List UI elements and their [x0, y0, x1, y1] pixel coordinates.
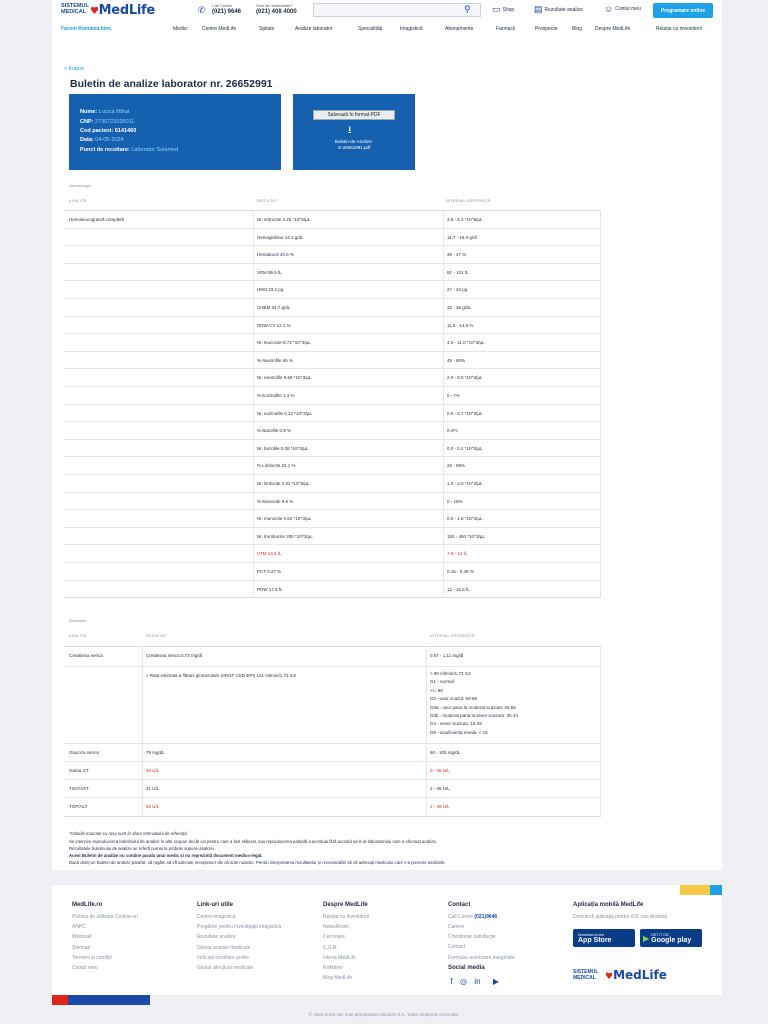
footer-link[interactable]: Sitemap [72, 944, 91, 951]
results-icon: ▤ [534, 4, 543, 14]
tagline: Facem România bine. [61, 26, 113, 32]
bio-result-cell: 50 U/L [146, 804, 160, 809]
footer-link[interactable]: Istoria MedLife [323, 954, 356, 961]
patient-point-value: Laborator Solamed [131, 147, 179, 153]
bio-result-cell: » Rata estimata a filtrarii glomerulare (eRGF CKD-EPI) 101 ml/min/1.73 m2 [146, 673, 297, 678]
hema-range-cell: 35 - 47 % [447, 252, 467, 258]
patient-point-label: Punct de recoltare: [80, 147, 130, 153]
hematology-section-label: Hematologie [69, 183, 92, 188]
footer-link[interactable]: Pregătire pentru investigații imagistică [197, 924, 282, 931]
table-row-divider [64, 544, 601, 545]
footer-social-title: Social media [448, 965, 485, 971]
bio-result-cell: 31 U/L [146, 786, 160, 791]
table-row-divider [64, 797, 601, 798]
table-column-divider [443, 210, 444, 597]
footer-link[interactable]: RoMâine [323, 965, 344, 971]
hema-result-cell: Nr. trombocite 200 *10^3/µL [257, 533, 313, 539]
footer-link[interactable]: Indicații recoltare probe [197, 954, 249, 961]
table-column-divider [600, 646, 601, 816]
results-link[interactable] [534, 4, 583, 15]
hema-range-cell: 0.16 - 0.48 % [447, 569, 474, 574]
table-row-divider [64, 368, 601, 369]
table-row-divider [64, 333, 601, 334]
note-no-signature: Acest Buletin de analize nu conține parafa unui medic și nu reprezintă document medico-legal. [69, 853, 263, 858]
nav-spitale[interactable]: Spitale [259, 26, 275, 32]
bio-range-line: > 90 ml/min/1.73 m2 [430, 671, 471, 676]
footer-link[interactable]: Contact [448, 944, 466, 951]
footer-stripe-yellow [680, 885, 710, 895]
hema-result-cell: RDW-CV 12.1 % [257, 322, 291, 328]
table-row-divider [64, 761, 601, 762]
table-row-divider [64, 316, 601, 317]
bio-range-cell: 0 - 36 U/L [430, 768, 450, 773]
nav-abonamente[interactable]: Abonamente [445, 26, 474, 32]
pdf-file-link[interactable] [303, 139, 405, 151]
abroad-number[interactable]: (021) 408 4000 [256, 9, 297, 15]
nav-blog[interactable]: Blog [572, 26, 583, 32]
appointment-button[interactable]: Programare online [653, 3, 713, 18]
hema-range-cell: 150 - 450 *10^3/µL [447, 533, 485, 539]
bio-range-cell: 0.57 - 1.11 mg/dl [430, 653, 464, 658]
bio-name-cell: Creatinina serica [69, 653, 103, 658]
table-bottom-border [64, 816, 601, 817]
results-label: Rezultate analize [544, 6, 583, 13]
logo[interactable]: ♥MedLife [90, 3, 155, 18]
table-row-divider [64, 228, 601, 229]
youtube-icon[interactable]: ▶ [492, 977, 500, 986]
footer-link[interactable]: Termeni și condiții [72, 954, 112, 961]
shop-link[interactable] [492, 4, 514, 15]
patient-name-label: Nume: [80, 109, 98, 115]
patient-date-label: Data: [80, 137, 94, 143]
hema-range-cell: 2.0 - 8.0 *10^3/µL [447, 375, 483, 381]
googleplay-icon: ▶ [643, 933, 650, 943]
patient-cnp-label: CNP: [80, 119, 94, 125]
googleplay-label: Google play [651, 937, 692, 944]
footer-link[interactable]: Chestionar satisfacție [448, 934, 496, 941]
hema-col-rezultat: REZULTAT [257, 199, 278, 203]
hema-result-cell: CHEM 34.7 g/dL [257, 305, 291, 310]
bio-col-rezultat: REZULTAT [146, 634, 167, 638]
nav-analize[interactable]: Analize laborator [295, 26, 333, 32]
hema-range-cell: 0-2% [447, 428, 458, 434]
bio-result-cell: Creatinina serica 0.73 mg/dl [146, 653, 203, 658]
pdf-file-line2: nr.26652991.pdf [337, 145, 371, 150]
table-column-divider [253, 210, 254, 597]
hema-range-cell: 0 - 15% [447, 498, 463, 504]
bio-result-cell: 79 mg/dL [146, 750, 165, 755]
heart-icon: ♥ [90, 6, 99, 17]
hema-result-cell: % Neutrofile 65 % [257, 357, 294, 363]
appstore-button[interactable] [573, 929, 635, 947]
patient-date-row [80, 137, 123, 143]
footer-logo-main: ♥MedLife [605, 968, 667, 982]
bio-result-cell: 40 U/L [146, 768, 160, 773]
footer-app-text: Descarcă aplicația pentru iOS sau Android [573, 914, 667, 920]
hema-result-cell: % Monocite 9.6 % [257, 498, 294, 504]
footer-link[interactable]: Centre imagistică [197, 914, 236, 920]
table-row-divider [64, 666, 601, 667]
hema-result-cell: Nr. eozinofile 0.12 *10^3/µL [257, 410, 312, 416]
hema-result-cell: Hematocrit 40.6 % [257, 252, 295, 258]
table-row-divider [64, 386, 601, 387]
table-row-divider [64, 421, 601, 422]
nav-medici[interactable]: Medici [173, 26, 188, 32]
table-row-divider [64, 245, 601, 246]
save-pdf-button[interactable]: Salvează în format PDF [313, 110, 395, 120]
patient-name-row [80, 109, 129, 115]
table-column-divider [600, 210, 601, 597]
page-title: Buletin de analize laborator nr. 26652991 [70, 78, 273, 90]
hema-result-cell: PCT 0.27 % [257, 569, 282, 574]
account-link[interactable] [604, 4, 641, 14]
hema-range-cell: 32 - 36 g/dL [447, 305, 472, 310]
hema-col-interval: INTERVAL REFERINȚĂ [446, 199, 491, 203]
footer-stripe-navy [68, 995, 150, 1005]
footer-call-center-link[interactable] [448, 914, 497, 920]
shop-icon: ▭ [492, 4, 501, 14]
hema-range-cell: 27 - 34 pg [447, 287, 468, 293]
hema-range-cell: 7.6 - 12 fL [447, 551, 468, 557]
footer-link[interactable]: Formular avertizare integritate [448, 954, 515, 961]
bio-range-line: G4 - sever scazuta: 15-29 [430, 721, 482, 727]
main-nav [52, 22, 722, 37]
hema-result-cell: VEM 95.5 fL [257, 269, 282, 275]
hema-result-cell: Nr. neutrofile 5.68 *10^3/µL [257, 375, 312, 381]
hema-range-cell: 3.8 - 5.3 *10^6/µL [447, 217, 483, 222]
footer-link[interactable]: NewsRoom [323, 924, 349, 931]
bio-range-line: G2 - usor scazut: 60-89 [430, 696, 478, 702]
call-center-number[interactable]: (021) 9646 [212, 9, 242, 15]
footer-link[interactable]: Glosar afecțiuni medicale [197, 965, 254, 971]
footer-call-number: (021)9646 [474, 914, 498, 920]
hema-result-cell: Hemoglobina 14.1 g/dL [257, 234, 304, 240]
googleplay-small: GET IT ON [651, 933, 669, 937]
bio-col-interval: INTERVAL REFERINȚĂ [430, 634, 475, 638]
hema-range-cell: 20 - 55% [447, 463, 466, 469]
bio-name-cell: Glucoza serica [69, 750, 99, 755]
footer-link[interactable]: ANPC [72, 924, 86, 931]
hema-result-cell: Nr. leucocite 8.74 *10^3/µL [257, 340, 311, 346]
footer-link[interactable]: Cariere [448, 924, 465, 930]
footer-link[interactable]: C.S.R. [323, 944, 338, 951]
call-center-label: Call Center [212, 3, 233, 8]
hema-result-cell: VTM 13.5 fL [257, 551, 282, 557]
footer-link[interactable]: Cercetare [323, 934, 345, 941]
note-results: Rezultatele buletinului de analize se referă numai la probele supuse analizei. [69, 846, 215, 851]
logo-small-text[interactable]: SISTEMUL MEDICAL [61, 3, 89, 15]
table-bottom-border [64, 597, 601, 598]
hema-range-cell: 0.0 - 1.6 *10^3/µL [447, 516, 483, 522]
facebook-icon[interactable]: f [450, 977, 453, 986]
patient-code-row [80, 128, 136, 134]
patient-code-value: 6141460 [114, 128, 137, 134]
footer-link[interactable]: Webmail [72, 934, 92, 941]
hema-result-cell: HEM 33.2 pg [257, 287, 284, 293]
hema-analysis-name: Hemoleucogramă completă [69, 217, 125, 222]
bio-range-line: G3a - usor pana la moderat scazuta: 45-59 [430, 704, 516, 710]
table-row-divider [64, 404, 601, 405]
footer-app-title: Aplicația mobilă MedLife [573, 902, 644, 908]
hema-range-cell: 11.7 - 16.0 g/dl [447, 234, 477, 240]
hema-range-cell: 12 - 16.5 fL [447, 586, 470, 592]
hema-range-cell: 11.5 - 14.5 % [447, 322, 474, 328]
table-row-divider [64, 474, 601, 475]
bio-range-line: G5 - insuficienta renala: < 15 [430, 729, 488, 735]
top-header [52, 0, 722, 22]
nav-despre[interactable]: Despre MedLife [595, 26, 631, 32]
nav-farmacii[interactable]: Farmacii [496, 26, 516, 32]
download-icon[interactable]: ⭳ [348, 125, 352, 136]
table-row-divider [64, 280, 601, 281]
note-red-values: *Valorile marcate cu roșu sunt în afara intervalului de referință. [69, 831, 188, 836]
bio-name-cell: TGP/ALT [69, 804, 88, 809]
bio-range-line: >/= 90 [430, 687, 443, 693]
table-row-divider [64, 492, 601, 493]
footer-link[interactable]: Politica de utilizare Cookie-uri [72, 914, 138, 920]
instagram-icon[interactable]: ◎ [460, 977, 467, 986]
footer-about-title: Despre MedLife [323, 902, 368, 908]
back-link[interactable]: < Înapoi [64, 66, 84, 72]
patient-code-label: Cod pacient: [80, 128, 114, 134]
hema-range-cell: 81 - 101 fL [447, 269, 469, 275]
search-input[interactable] [313, 3, 481, 17]
hema-range-cell: 0.0 - 0.7 *10^3/µL [447, 410, 483, 416]
hema-range-cell: 4.0 - 11.0 *10^3/µL [447, 340, 485, 346]
pdf-file-line1: Buletin-de-Analize- [334, 139, 374, 144]
shop-label: Shop [502, 6, 515, 13]
footer-link[interactable]: Relația cu investitorii [323, 914, 369, 920]
table-row-divider [64, 509, 601, 510]
hema-range-cell: 45 - 80% [447, 357, 466, 363]
copyright: © 2024 Acest site este proprietatea MedLife S.A. Toate drepturile rezervate. [308, 1012, 460, 1017]
table-row-divider [64, 298, 601, 299]
hema-range-cell: 1.0 - 4.0 *10^3/µL [447, 481, 483, 486]
hema-result-cell: Nr. limfocite 2.02 *10^3/µL [257, 481, 310, 486]
table-row-divider [64, 779, 601, 780]
note-reproduction: Se interzice reproducerea buletinului de analize în alte scopuri decât cel pentru care a fost eliberat, sau reproducerea parțială a acestuia fără acordul scris al laboratorului care a efectuat analiza. [69, 839, 437, 844]
table-row-divider [64, 456, 601, 457]
bio-range-cell: 2 - 46 U/L [430, 786, 450, 791]
abroad-label: Suni din străinătate? [256, 3, 293, 8]
footer-links-title: Link-uri utile [197, 902, 233, 908]
pdf-download-box [293, 94, 415, 170]
patient-name-value: Lucica Mihai [98, 109, 130, 115]
hema-result-cell: % Limfocite 23.1 % [257, 463, 296, 469]
table-row-divider [64, 351, 601, 352]
footer-link[interactable]: Glosar analize medicale [197, 944, 251, 951]
nav-prospecte[interactable]: Prospecte [535, 26, 558, 32]
hema-result-cell: Nr. eritrocite 4.25 *10^6/µL [257, 217, 311, 222]
hema-result-cell: PDW 17.9 fL [257, 586, 283, 592]
nav-imagistica[interactable]: Imagistică [400, 26, 423, 32]
footer-contact-title: Contact [448, 902, 471, 908]
bio-range-cell: 60 - 105 mg/dL [430, 750, 461, 755]
table-row-divider [64, 527, 601, 528]
nav-investitori[interactable]: Relația cu investitorii [656, 26, 702, 32]
bio-range-line: G3b - moderat pana la sever scazuta: 30-44 [430, 713, 519, 718]
table-row-divider [64, 646, 601, 647]
table-row-divider [64, 580, 601, 581]
patient-point-row [80, 147, 178, 153]
table-column-divider [142, 646, 143, 816]
phone-icon: ✆ [198, 5, 206, 15]
footer-logo-small: SISTEMUL MEDICAL [573, 969, 599, 981]
table-row-divider [64, 439, 601, 440]
bio-range-cell: 2 - 49 U/L [430, 804, 450, 809]
appstore-small: Download on the [578, 933, 605, 937]
hema-result-cell: Nr. bazofile 0.08 *10^3/µL [257, 445, 309, 451]
footer-stripe-blue [710, 885, 722, 895]
search-icon[interactable]: ⚲ [464, 4, 471, 14]
footer-medlife-title: MedLife.ro [72, 902, 103, 908]
hema-result-cell: % Bazofile 0.9 % [257, 428, 292, 434]
bio-name-cell: TGO/AST [69, 786, 89, 791]
hema-result-cell: % Eozinofile 1.4 % [257, 393, 295, 398]
nav-specialitati[interactable]: Specialități [358, 26, 383, 32]
table-row-divider [64, 263, 601, 264]
appstore-label: App Store [578, 937, 612, 944]
nav-centre[interactable]: Centre MedLife [202, 26, 237, 32]
patient-cnp-row [80, 119, 134, 125]
bio-col-analiza: ANALIZĂ [69, 634, 87, 638]
hema-range-cell: 0.0 - 0.2 *10^3/µL [447, 445, 483, 451]
hema-range-cell: 0 - 7% [447, 393, 461, 398]
footer-link[interactable]: Contul meu [72, 965, 98, 971]
table-row-divider [64, 210, 601, 211]
linkedin-icon[interactable]: in [474, 977, 481, 986]
footer-heart-icon: ♥ [605, 972, 614, 982]
footer-link[interactable]: Blog MedLife [323, 975, 353, 982]
account-label: Contul meu [615, 6, 641, 12]
footer-link[interactable]: Rezultate analize [197, 934, 236, 941]
patient-info-box [69, 94, 281, 170]
patient-date-value: 04-05-2024 [95, 137, 124, 143]
table-column-divider [426, 646, 427, 816]
footer-stripe-red [52, 995, 68, 1005]
bio-name-cell: Gama GT [69, 768, 89, 773]
footer-logo[interactable] [573, 968, 683, 984]
biochem-section-label: Biochimie [69, 618, 87, 623]
note-signed-request: Dacă doriți un Buletin de analize parafat, vă rugăm să vă adresați recepționer din clinicile noastre. Pentru interpretarea rezultatelor și recomandări să vă adresați medicului care v-a prescris analizele. [69, 860, 446, 865]
hema-col-analiza: ANALIZĂ [69, 199, 87, 203]
table-row-divider [64, 743, 601, 744]
table-row-divider [64, 562, 601, 563]
patient-cnp-value: 2730721035011 [94, 119, 135, 125]
user-icon: ☺ [604, 4, 614, 14]
bio-range-line: G1 - normal [430, 679, 454, 685]
footer-call-label: Call Center [448, 914, 474, 920]
googleplay-button[interactable] [640, 929, 702, 947]
hema-result-cell: Nr. monocite 0.84 *10^3/µL [257, 516, 312, 522]
